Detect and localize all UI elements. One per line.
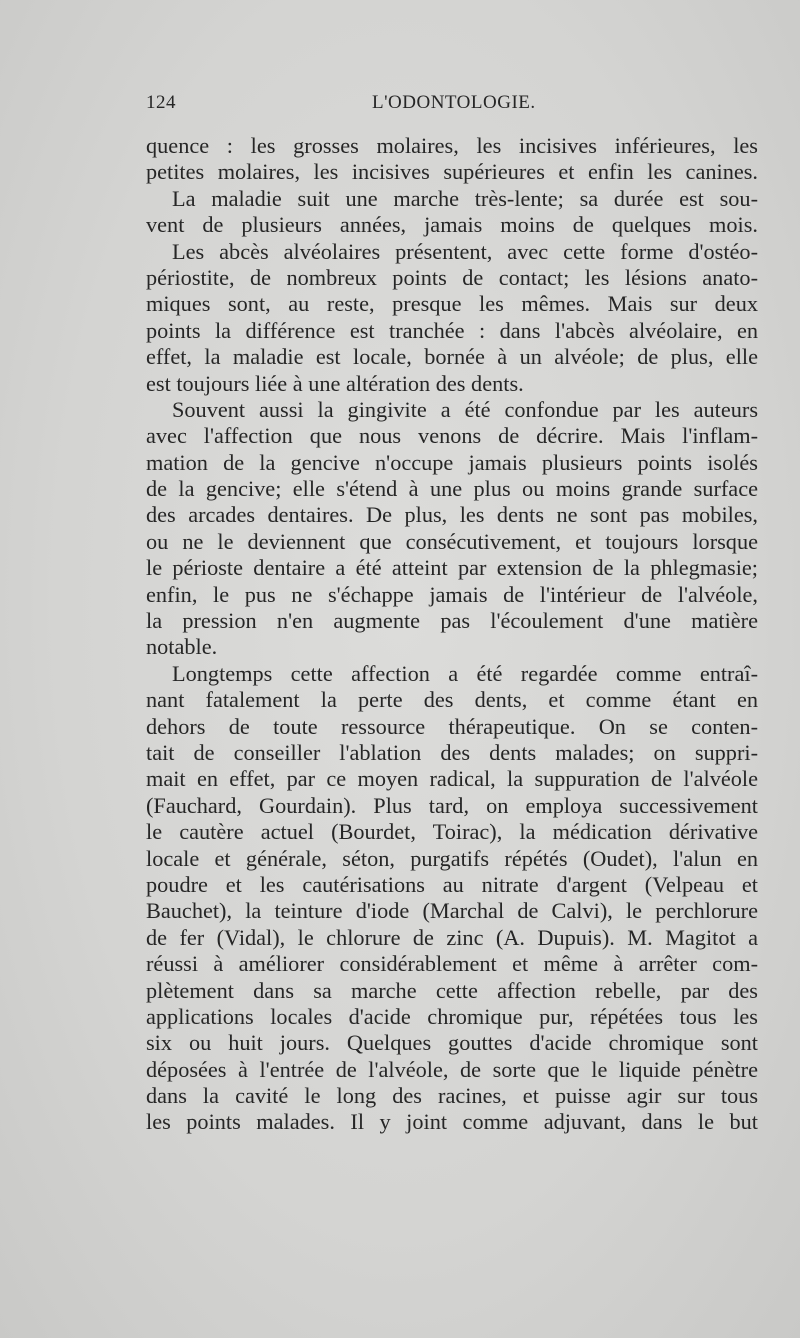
text-line: (Fauchard, Gourdain). Plus tard, on employa successivement bbox=[146, 792, 758, 818]
text-line: petites molaires, les incisives supérieures et enfin les canines. bbox=[146, 159, 758, 185]
text-line: Souvent aussi la gingivite a été confondue par les auteurs bbox=[172, 396, 758, 422]
text-line: Longtemps cette affection a été regardée comme entraî- bbox=[172, 660, 758, 686]
text-line: Bauchet), la teinture d'iode (Marchal de Calvi), le perchlorure bbox=[146, 898, 758, 924]
text-line: poudre et les cautérisations au nitrate d'argent (Velpeau et bbox=[146, 871, 758, 897]
text-line: effet, la maladie est locale, bornée à un alvéole; de plus, elle bbox=[146, 344, 758, 370]
text-line: vent de plusieurs années, jamais moins de quelques mois. bbox=[146, 212, 758, 238]
text-line: plètement dans sa marche cette affection rebelle, par des bbox=[146, 977, 758, 1003]
text-line: points la différence est tranchée : dans l'abcès alvéolaire, en bbox=[146, 317, 758, 343]
page-number: 124 bbox=[146, 92, 176, 113]
text-line: de fer (Vidal), le chlorure de zinc (A. Dupuis). M. Magitot a bbox=[146, 924, 758, 950]
text-line: le périoste dentaire a été atteint par extension de la phlegmasie; bbox=[146, 555, 758, 581]
body-text bbox=[146, 133, 758, 1136]
text-line: avec l'affection que nous venons de décrire. Mais l'inflam- bbox=[146, 423, 758, 449]
text-line: locale et générale, séton, purgatifs répétés (Oudet), l'alun en bbox=[146, 845, 758, 871]
page-header bbox=[146, 92, 758, 122]
text-line: enfin, le pus ne s'échappe jamais de l'intérieur de l'alvéole, bbox=[146, 581, 758, 607]
text-line: applications locales d'acide chromique pur, répétées tous les bbox=[146, 1003, 758, 1029]
text-line: mation de la gencive n'occupe jamais plusieurs points isolés bbox=[146, 449, 758, 475]
text-line: est toujours liée à une altération des dents. bbox=[146, 370, 524, 396]
text-line: dehors de toute ressource thérapeutique. On se conten- bbox=[146, 713, 758, 739]
text-line: de la gencive; elle s'étend à une plus ou moins grande surface bbox=[146, 476, 758, 502]
text-line: périostite, de nombreux points de contact; les lésions anato- bbox=[146, 264, 758, 290]
text-line: six ou huit jours. Quelques gouttes d'acide chromique sont bbox=[146, 1030, 758, 1056]
text-line: la pression n'en augmente pas l'écoulement d'une matière bbox=[146, 608, 758, 634]
text-line: notable. bbox=[146, 634, 218, 660]
text-line: tait de conseiller l'ablation des dents malades; on suppri- bbox=[146, 739, 758, 765]
text-line: déposées à l'entrée de l'alvéole, de sorte que le liquide pénètre bbox=[146, 1056, 758, 1082]
text-line: Les abcès alvéolaires présentent, avec cette forme d'ostéo- bbox=[172, 238, 758, 264]
text-line: quence : les grosses molaires, les incisives inférieures, les bbox=[146, 133, 758, 158]
running-title: L'ODONTOLOGIE. bbox=[372, 92, 536, 113]
text-line: La maladie suit une marche très-lente; sa durée est sou- bbox=[172, 185, 758, 211]
text-line: ou ne le deviennent que consécutivement, et toujours lorsque bbox=[146, 528, 758, 554]
text-line: les points malades. Il y joint comme adjuvant, dans le but bbox=[146, 1109, 758, 1135]
text-line: miques sont, au reste, presque les mêmes. Mais sur deux bbox=[146, 291, 758, 317]
text-line: mait en effet, par ce moyen radical, la suppuration de l'alvéole bbox=[146, 766, 758, 792]
text-line: nant fatalement la perte des dents, et comme étant en bbox=[146, 687, 758, 713]
text-line: dans la cavité le long des racines, et puisse agir sur tous bbox=[146, 1083, 758, 1109]
text-line: réussi à améliorer considérablement et même à arrêter com- bbox=[146, 951, 758, 977]
text-line: le cautère actuel (Bourdet, Toirac), la médication dérivative bbox=[146, 819, 758, 845]
text-line: des arcades dentaires. De plus, les dents ne sont pas mobiles, bbox=[146, 502, 758, 528]
